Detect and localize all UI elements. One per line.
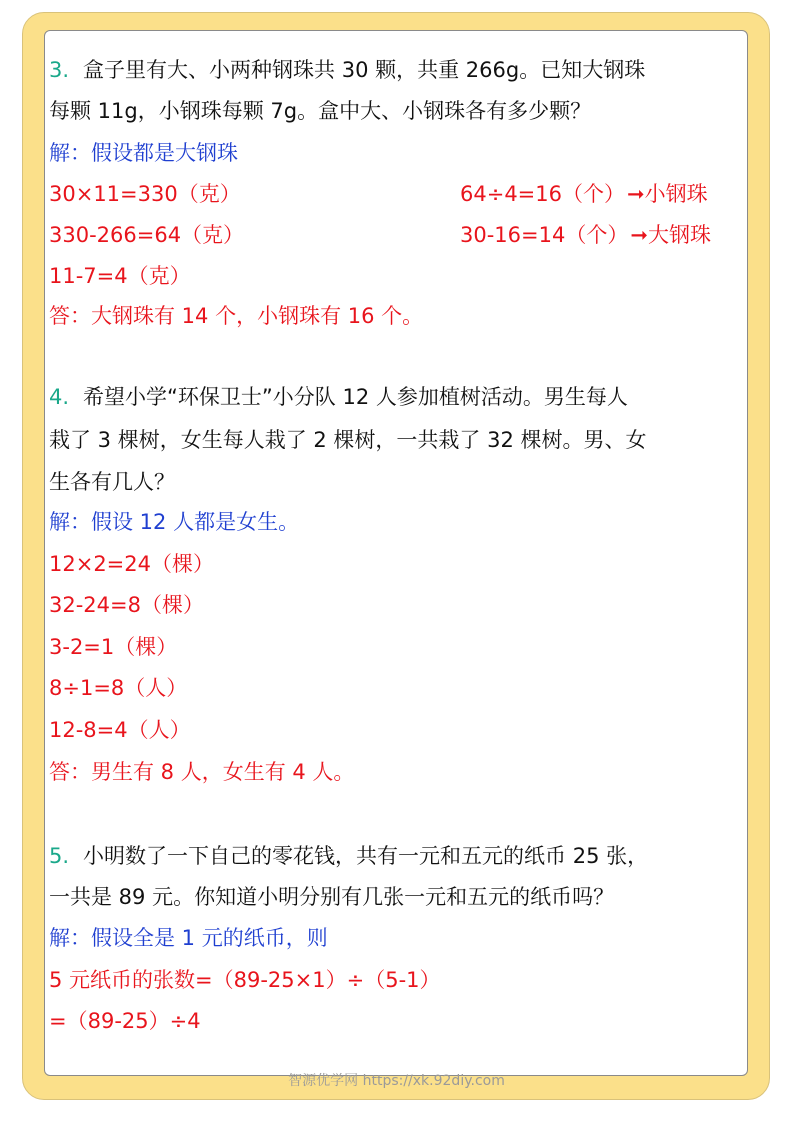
q3-solution-label: 解：假设都是大钢珠: [49, 141, 238, 165]
arrow-right-icon: ➞: [627, 182, 645, 206]
q4-solution-label: 解：假设 12 人都是女生。: [49, 510, 300, 534]
q4-text-line2: 栽了 3 棵树，女生每人栽了 2 棵树，一共栽了 32 棵树。男、女: [49, 428, 647, 452]
q4-calc4: 8÷1=8（人）: [49, 676, 188, 700]
q3-calc4: 64÷4=16（个）➞小钢珠: [460, 182, 708, 206]
q5-number: 5.: [49, 844, 70, 868]
q3-text-line2: 每颗 11g，小钢珠每颗 7g。盒中大、小钢珠各有多少颗？: [49, 99, 592, 123]
q5-text-line2: 一共是 89 元。你知道小明分别有几张一元和五元的纸币吗？: [49, 885, 615, 909]
q5-solution-label: 解：假设全是 1 元的纸币，则: [49, 926, 328, 950]
q3-calc-row1: [49, 179, 749, 209]
q5-calc1: 5 元纸币的张数=（89-25×1）÷（5-1）: [49, 968, 441, 992]
q4-calc3: 3-2=1（棵）: [49, 635, 178, 659]
q3-text-line1: 3. 盒子里有大、小两种钢珠共 30 颗，共重 266g。已知大钢珠: [49, 58, 646, 82]
q3-calc5: 30-16=14（个）➞大钢珠: [460, 223, 711, 247]
q4-text-line1: 4. 希望小学“环保卫士”小分队 12 人参加植树活动。男生每人: [49, 385, 628, 409]
arrow-right-icon: ➞: [630, 223, 648, 247]
q4-calc2: 32-24=8（棵）: [49, 593, 204, 617]
q3-calc-row2: [49, 220, 749, 250]
q3-number: 3.: [49, 58, 70, 82]
q3-calc3: 11-7=4（克）: [49, 264, 191, 288]
site-watermark: 智源优学网 https://xk.92diy.com: [288, 1073, 505, 1089]
q5-text-line1: 5. 小明数了一下自己的零花钱，共有一元和五元的纸币 25 张，: [49, 844, 649, 868]
q4-calc1: 12×2=24（棵）: [49, 552, 214, 576]
q4-number: 4.: [49, 385, 70, 409]
q3-calc2: 330-266=64（克）: [49, 223, 245, 247]
q4-text-line3: 生各有几人？: [49, 470, 175, 494]
q3-calc1: 30×11=330（克）: [49, 182, 241, 206]
q4-answer: 答：男生有 8 人，女生有 4 人。: [49, 760, 355, 784]
q4-calc5: 12-8=4（人）: [49, 718, 191, 742]
q5-calc2: =（89-25）÷4: [49, 1009, 201, 1033]
q3-answer: 答：大钢珠有 14 个，小钢珠有 16 个。: [49, 304, 424, 328]
